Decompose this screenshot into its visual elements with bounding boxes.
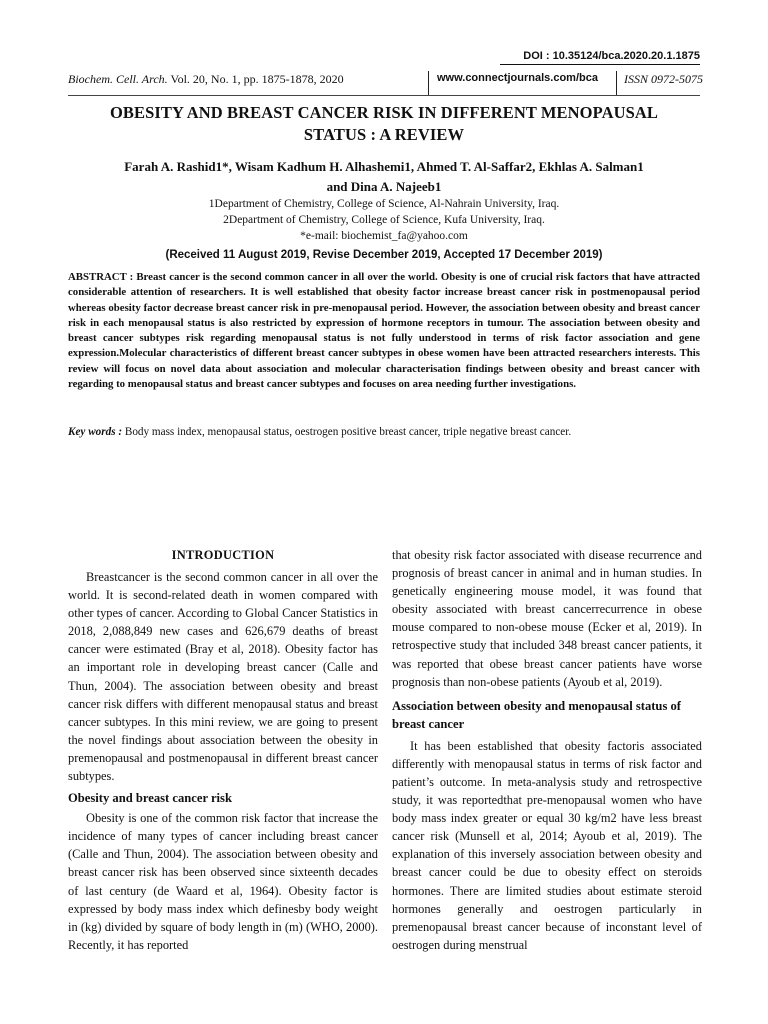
affiliations xyxy=(68,196,700,244)
left-column xyxy=(68,546,378,954)
keywords-label: Key words : xyxy=(68,426,123,438)
title-line: STATUS : A REVIEW xyxy=(303,125,465,144)
title-line: OBESITY AND BREAST CANCER RISK IN DIFFERENT MENOPAUSAL xyxy=(109,103,658,122)
section-heading: Association between obesity and menopausal status of breast cancer xyxy=(392,698,681,731)
journal-abbrev: Biochem. Cell. Arch. xyxy=(68,72,168,86)
abstract: ABSTRACT : Breast cancer is the second common cancer in all over the world. Obesity is one of crucial risk factors that have attracted considerable attention of researchers. It is well established that obesity factor increase breast cancer risk in postmenopausal period whereas obesity factor decrease breast cancer risk in pre-menopausal period. However, the association between obesity and breast cancer risk in each menopausal status is also restricted by expression of hormone receptors in tumour. The association between obesity and breast cancer subtypes risk regarding menopausal status is not fully understood in terms of risk factor association and gene expression.Molecular characteristics of different breast cancer subtypes in obese women have been attracted researchers interests. This review will focus on novel data about association and molecular characterisation findings between obesity and breast cancer with regarding to menopausal status and breast cancer subtypes and focuses on area needing further investigations. xyxy=(68,271,700,391)
paragraph: Obesity is one of the common risk factor that increase the incidence of many types of cancer including breast cancer (Calle and Thun, 2004). The association between obesity and breast cancer risk has been observed since sixteenth decades of last century (de Waard et al, 1964). Obesity factor is expressed by body mass index which definesby body weight in (kg) divided by square of body length in (m) (WHO, 2000). Recently, it has reported xyxy=(68,811,378,952)
authors-line: and Dina A. Najeeb1 xyxy=(326,179,442,194)
doi-underline xyxy=(500,64,700,65)
corresponding-email: *e-mail: biochemist_fa@yahoo.com xyxy=(300,230,468,242)
right-column xyxy=(392,546,702,954)
article-dates: (Received 11 August 2019, Revise December 2019, Accepted 17 December 2019) xyxy=(165,249,603,261)
section-heading: Obesity and breast cancer risk xyxy=(68,791,232,806)
journal-url[interactable]: www.connectjournals.com/bca xyxy=(437,72,598,84)
journal-citation xyxy=(68,72,344,87)
authors-line: Farah A. Rashid1*, Wisam Kadhum H. Alhashemi1, Ahmed T. Al-Saffar2, Ekhlas A. Salman1 xyxy=(124,159,644,174)
affiliation: 2Department of Chemistry, College of Science, Kufa University, Iraq. xyxy=(223,214,545,226)
article-title xyxy=(68,102,700,146)
paragraph: It has been established that obesity factoris associated differently with menopausal status in terms of risk factor and patient’s outcome. In meta-analysis study and retrospective study, it was reportedthat pre-menopausal women who have body mass index greater or equal 30 kg/m2 have less breast cancer risk (Munsell et al, 2014; Ayoub et al, 2019). The explanation of this inversely association between obesity and breast cancer could be due to obesity effect on steroids hormones. There are limited studies about estimate steroid hormones generally and oestrogen particularly in premenopausal breast cancer because of inconstant level of oestrogen during menstrual xyxy=(392,738,702,952)
keywords xyxy=(68,425,700,440)
paragraph: that obesity risk factor associated with disease recurrence and prognosis of breast cancer in animal and in human studies. In genetically engineering mouse model, it was found that obesity associated with breast cancerrecurrence in obese mouse compared to non-obese mouse (Ecker et al, 2019). In retrospective study that included 348 breast cancer patients, it was reported that obese breast cancer patients have worse prognosis than non-obese patients (Ayoub et al, 2019). xyxy=(392,548,702,689)
paragraph: Breastcancer is the second common cancer in all over the world. It is second-related death in women compared with other types of cancer. According to Global Cancer Statistics in 2018, 2,088,849 new cases and 626,679 deaths of breast cancer were estimated (Bray et al, 2018). Obesity factor has an important role in developing breast cancer (Calle and Thun, 2004). The association between obesity and breast cancer risk differs with different menopausal status and breast cancer subtypes. In this mini review, we are going to present the novel findings about association between the obesity in premenopausal and postmenopausal in different breast cancer subtypes. xyxy=(68,570,378,784)
section-heading: INTRODUCTION xyxy=(171,548,275,562)
journal-volume: Vol. 20, No. 1, pp. 1875-1878, 2020 xyxy=(170,72,344,86)
affiliation: 1Department of Chemistry, College of Science, Al-Nahrain University, Iraq. xyxy=(208,198,560,210)
header-divider xyxy=(616,71,617,95)
header-rule xyxy=(68,95,700,96)
doi: DOI : 10.35124/bca.2020.20.1.1875 xyxy=(523,50,700,62)
issn: ISSN 0972-5075 xyxy=(624,72,703,86)
author-list xyxy=(68,157,700,197)
keywords-list: Body mass index, menopausal status, oestrogen positive breast cancer, triple negative breast cancer. xyxy=(124,426,572,438)
header-divider xyxy=(428,71,429,95)
